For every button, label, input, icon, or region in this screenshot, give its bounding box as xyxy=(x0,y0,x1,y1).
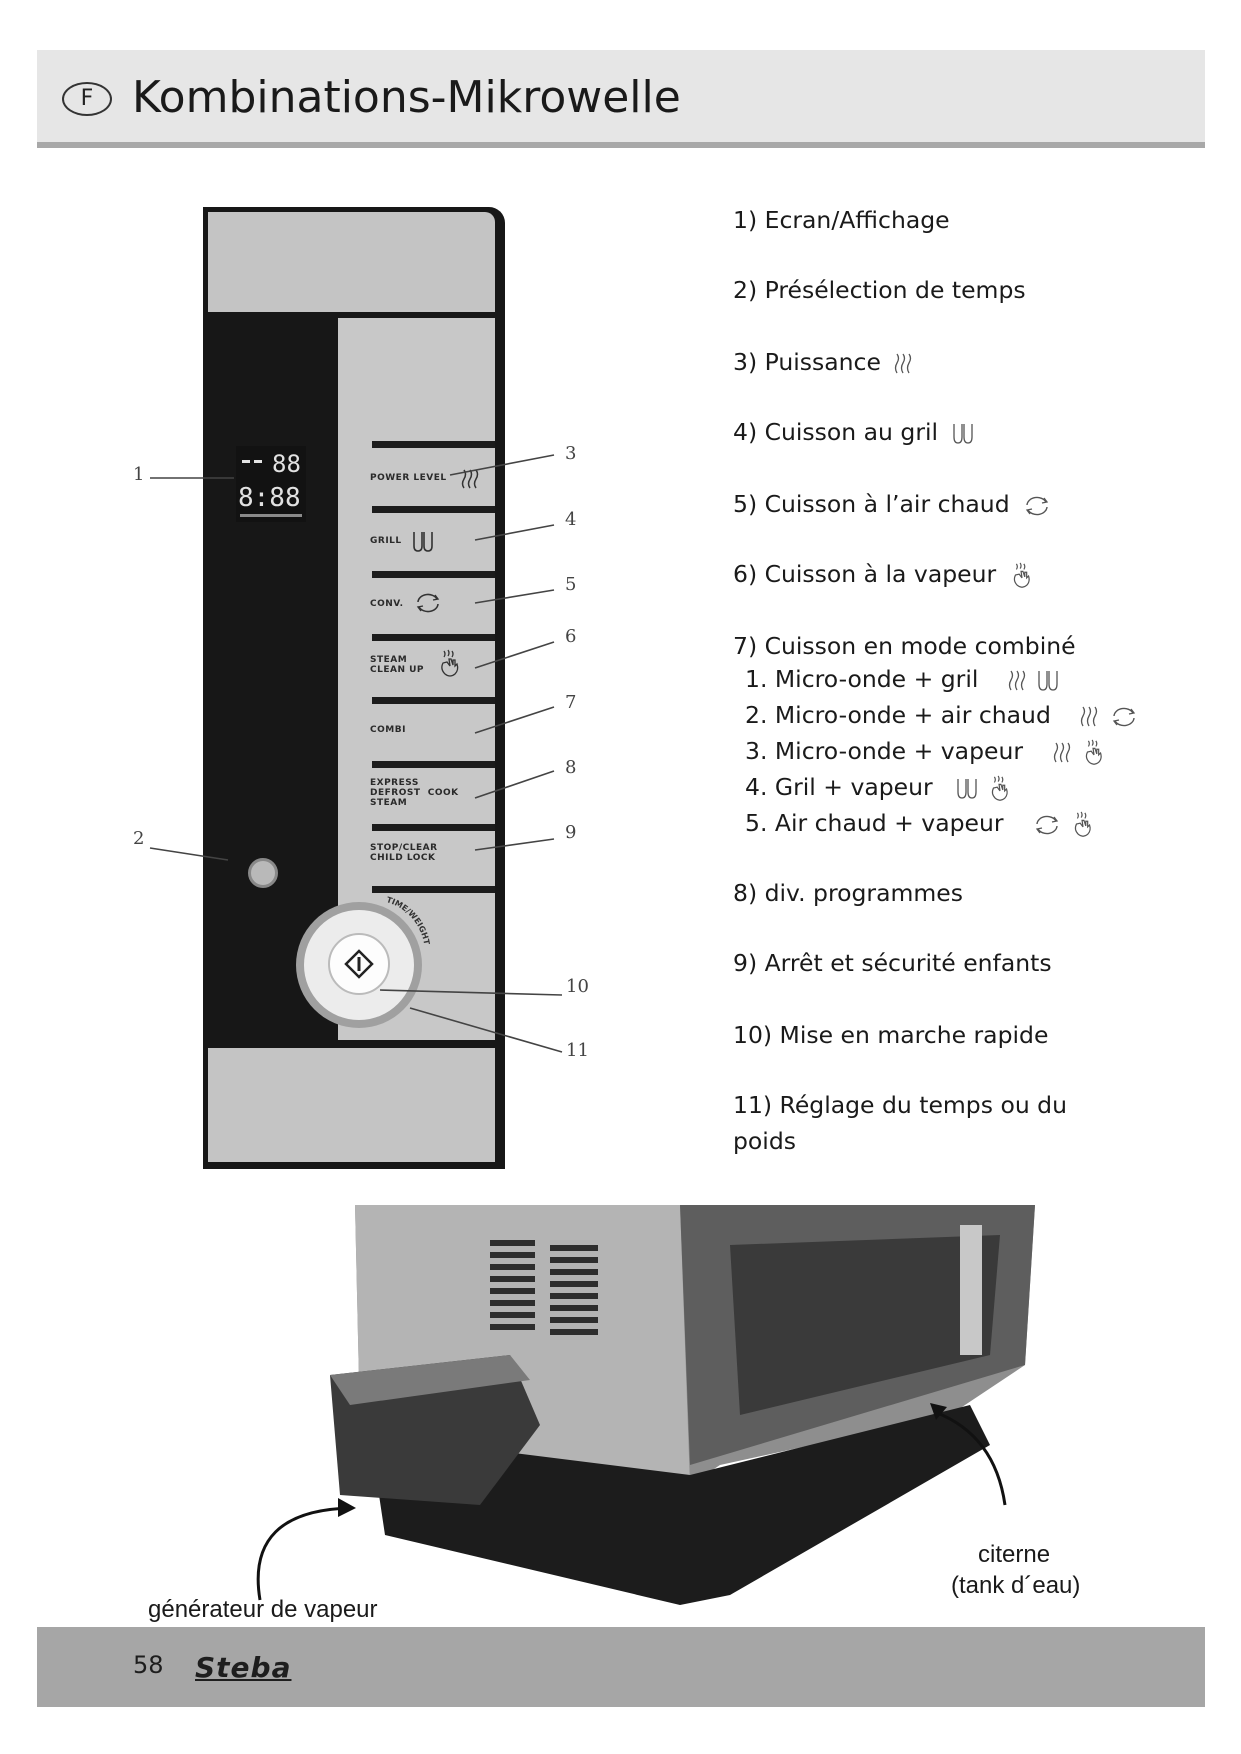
callout-leaders xyxy=(130,440,600,1060)
steam-hand-icon xyxy=(1082,739,1106,767)
legend-item-9: 9) Arrêt et sécurité enfants xyxy=(733,949,1052,977)
callout-1: 1 xyxy=(133,464,145,485)
conv-button: CONV. xyxy=(370,599,404,609)
callout-7: 7 xyxy=(565,692,577,713)
legend-item-4: 4) Cuisson au gril xyxy=(733,417,974,447)
combi-mode-1: 1. Micro-onde + gril xyxy=(745,664,1059,694)
language-badge: F xyxy=(62,82,112,116)
combi-mode-4: 4. Gril + vapeur xyxy=(745,772,1012,803)
power-level-button: POWER LEVEL xyxy=(370,473,447,483)
legend-item-6: 6) Cuisson à la vapeur xyxy=(733,559,1034,590)
combi-mode-2: 2. Micro-onde + air chaud xyxy=(745,700,1138,730)
display-bottom-digits: 8:88 xyxy=(238,483,301,513)
convection-arrows-icon xyxy=(1023,495,1051,517)
dial-label: TIME/WEIGHT xyxy=(385,895,432,946)
legend-item-11: 11) Réglage du temps ou du xyxy=(733,1091,1067,1119)
microwave-waves-icon xyxy=(1008,669,1028,693)
callout-2: 2 xyxy=(133,828,145,849)
caption-steam-generator: générateur de vapeur xyxy=(148,1596,378,1623)
microwave-waves-icon xyxy=(1080,705,1100,729)
convection-arrows-icon xyxy=(1033,814,1061,836)
legend-item-2: 2) Présélection de temps xyxy=(733,276,1026,304)
caption-water-tank: citerne xyxy=(978,1541,1051,1568)
steam-hand-icon xyxy=(1010,562,1034,590)
header-rule xyxy=(37,142,1205,148)
legend-item-3: 3) Puissance xyxy=(733,347,914,377)
callout-10: 10 xyxy=(566,976,589,997)
grill-button: GRILL xyxy=(370,536,402,546)
callout-8: 8 xyxy=(565,757,577,778)
callout-4: 4 xyxy=(565,509,577,530)
legend-item-5: 5) Cuisson à l’air chaud xyxy=(733,489,1051,519)
grill-coil-icon xyxy=(1037,669,1059,693)
combi-mode-3: 3. Micro-onde + vapeur xyxy=(745,736,1106,767)
express-button: EXPRESS DEFROST COOK STEAM xyxy=(370,778,459,808)
microwave-waves-icon xyxy=(1053,741,1073,765)
callout-11: 11 xyxy=(566,1040,589,1061)
callout-6: 6 xyxy=(565,626,577,647)
steam-hand-icon xyxy=(988,775,1012,803)
brand-logo: Steba xyxy=(195,1651,292,1684)
combi-mode-5: 5. Air chaud + vapeur xyxy=(745,808,1095,839)
callout-9: 9 xyxy=(565,822,577,843)
legend-item-1: 1) Ecran/Affichage xyxy=(733,206,950,234)
callout-3: 3 xyxy=(565,443,577,464)
combi-button: COMBI xyxy=(370,725,406,735)
display-top-digits: 88 xyxy=(272,450,301,478)
panel-top-plate xyxy=(208,212,495,312)
grill-coil-icon xyxy=(956,777,978,801)
stop-clear-button: STOP/CLEAR CHILD LOCK xyxy=(370,843,438,863)
caption-water-tank-sub: (tank d´eau) xyxy=(951,1572,1081,1599)
legend-item-7: 7) Cuisson en mode combiné xyxy=(733,632,1076,660)
grill-coil-icon xyxy=(952,422,974,446)
page-title: Kombinations-Mikrowelle xyxy=(132,72,681,123)
panel-bottom-plate xyxy=(208,1048,495,1162)
steam-hand-icon xyxy=(1071,811,1095,839)
steam-clean-button: STEAM CLEAN UP xyxy=(370,655,425,675)
microwave-waves-icon xyxy=(894,352,914,376)
page-number: 58 xyxy=(133,1651,164,1679)
oven-base-photo xyxy=(210,1205,1045,1605)
callout-5: 5 xyxy=(565,574,577,595)
legend-item-8: 8) div. programmes xyxy=(733,879,963,907)
convection-arrows-icon xyxy=(1110,706,1138,728)
legend-item-11-cont: poids xyxy=(733,1127,796,1155)
legend-item-10: 10) Mise en marche rapide xyxy=(733,1021,1049,1049)
